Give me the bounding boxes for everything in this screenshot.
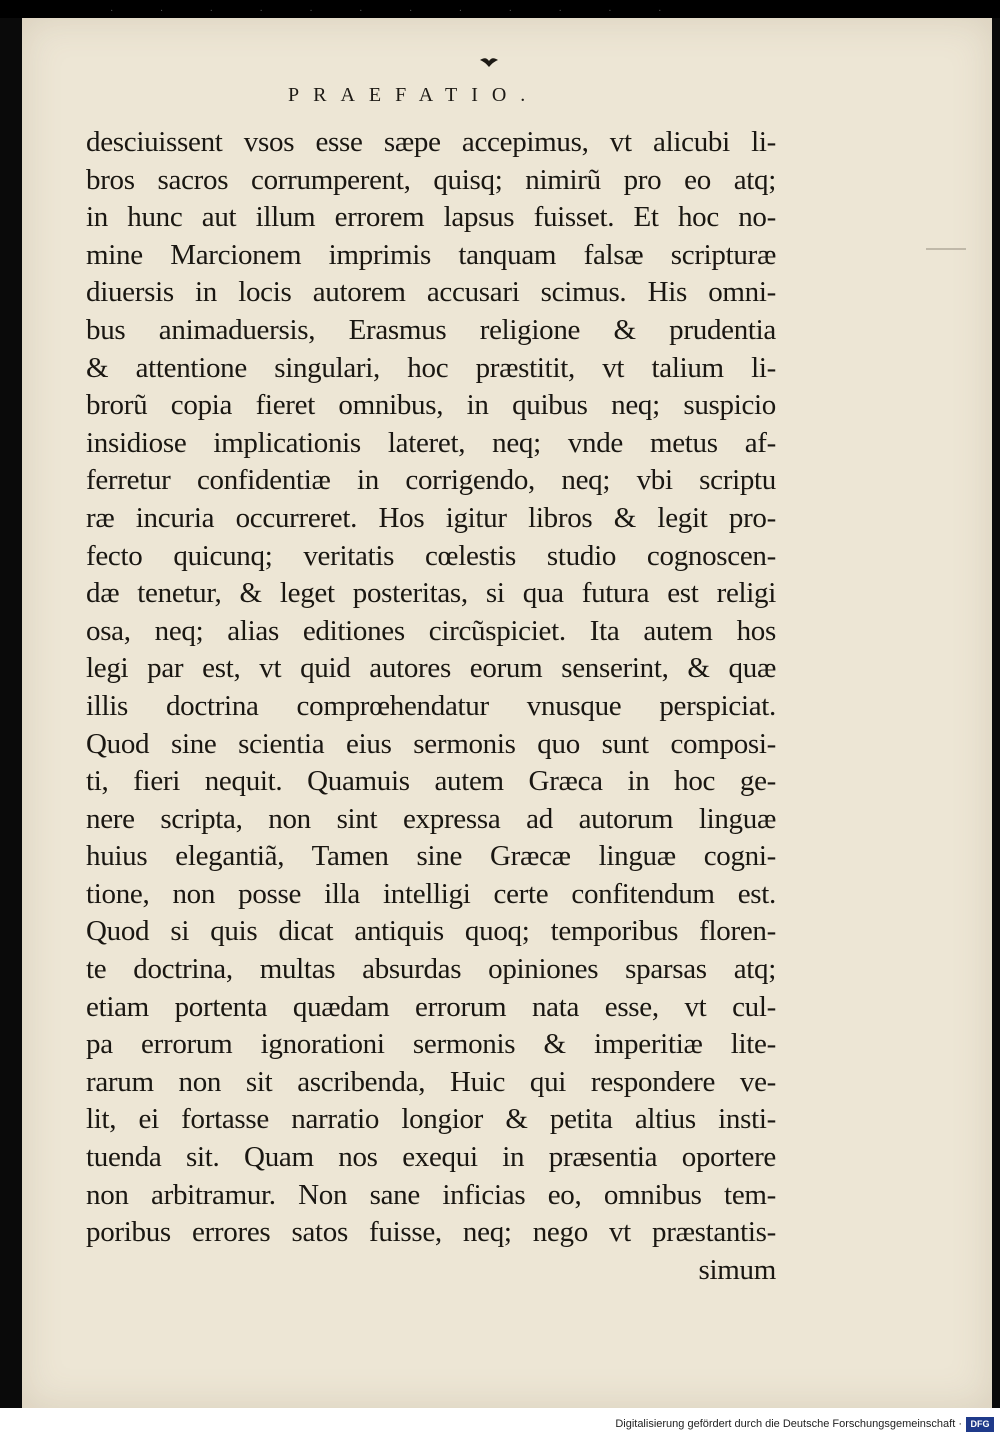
- text-line: in hunc aut illum errorem lapsus fuisset. Et hoc no-: [86, 201, 776, 234]
- text-line: & attentione singulari, hoc præstitit, vt talium li-: [86, 351, 776, 384]
- footer-credit: Digitalisierung gefördert durch die Deutsche Forschungsgemeinschaft ·: [615, 1418, 962, 1430]
- text-line: Quod si quis dicat antiquis quoq; temporibus floren-: [86, 915, 776, 948]
- running-head: PRAEFATIO.: [288, 84, 540, 106]
- text-line: osa, neq; alias editiones circũspiciet. Ita autem hos: [86, 614, 776, 647]
- ornament-icon: [478, 56, 500, 68]
- text-line: non arbitramur. Non sane inficias eo, omnibus tem-: [86, 1178, 776, 1211]
- text-line: bus animaduersis, Erasmus religione & prudentia: [86, 313, 776, 346]
- text-line: huius elegantiã, Tamen sine Græcæ linguæ cogni-: [86, 840, 776, 873]
- text-line: legi par est, vt quid autores eorum senserint, & quæ: [86, 652, 776, 685]
- text-line: ferretur confidentiæ in corrigendo, neq; vbi scriptu: [86, 464, 776, 497]
- text-line: rarum non sit ascribenda, Huic qui respondere ve-: [86, 1065, 776, 1098]
- text-line: nere scripta, non sint expressa ad autorum linguæ: [86, 802, 776, 835]
- catchword: simum: [698, 1253, 776, 1286]
- top-border: [0, 0, 1000, 18]
- text-line: etiam portenta quædam errorum nata esse, vt cul-: [86, 990, 776, 1023]
- text-line: Quod sine scientia eius sermonis quo sunt composi-: [86, 727, 776, 760]
- text-line: pa errorum ignorationi sermonis & imperitiæ lite-: [86, 1028, 776, 1061]
- text-line: tuenda sit. Quam nos exequi in præsentia oportere: [86, 1141, 776, 1174]
- text-line: diuersis in locis autorem accusari scimus. His omni-: [86, 276, 776, 309]
- footer-bar: [0, 1408, 1000, 1443]
- text-line: te doctrina, multas absurdas opiniones sparsas atq;: [86, 953, 776, 986]
- text-line: dæ tenetur, & leget posteritas, si qua futura est religi: [86, 577, 776, 610]
- text-line: tione, non posse illa intelligi certe confitendum est.: [86, 877, 776, 910]
- body-text: [86, 124, 776, 1289]
- dfg-logo-icon: DFG: [966, 1417, 994, 1432]
- text-line: brorũ copia fieret omnibus, in quibus neq; suspicio: [86, 389, 776, 422]
- text-line: insidiose implicationis lateret, neq; vnde metus af-: [86, 426, 776, 459]
- text-line: lit, ei fortasse narratio longior & petita altius insti-: [86, 1103, 776, 1136]
- text-line: poribus errores satos fuisse, neq; nego vt præstantis-: [86, 1216, 776, 1249]
- top-edge-dots: · · · · · · · · · · · ·: [110, 6, 684, 17]
- text-line: bros sacros corrumperent, quisq; nimirũ pro eo atq;: [86, 163, 776, 196]
- text-line: ræ incuria occurreret. Hos igitur libros & legit pro-: [86, 501, 776, 534]
- text-line: ti, fieri nequit. Quamuis autem Græca in hoc ge-: [86, 765, 776, 798]
- text-line: fecto quicunq; veritatis cœlestis studio cognoscen-: [86, 539, 776, 572]
- text-line: desciuissent vsos esse sæpe accepimus, vt alicubi li-: [86, 126, 776, 158]
- text-line: illis doctrina comprœhendatur vnusque perspiciat.: [86, 689, 776, 722]
- page-edge-mark: [926, 248, 966, 250]
- text-line: mine Marcionem imprimis tanquam falsæ scripturæ: [86, 238, 776, 271]
